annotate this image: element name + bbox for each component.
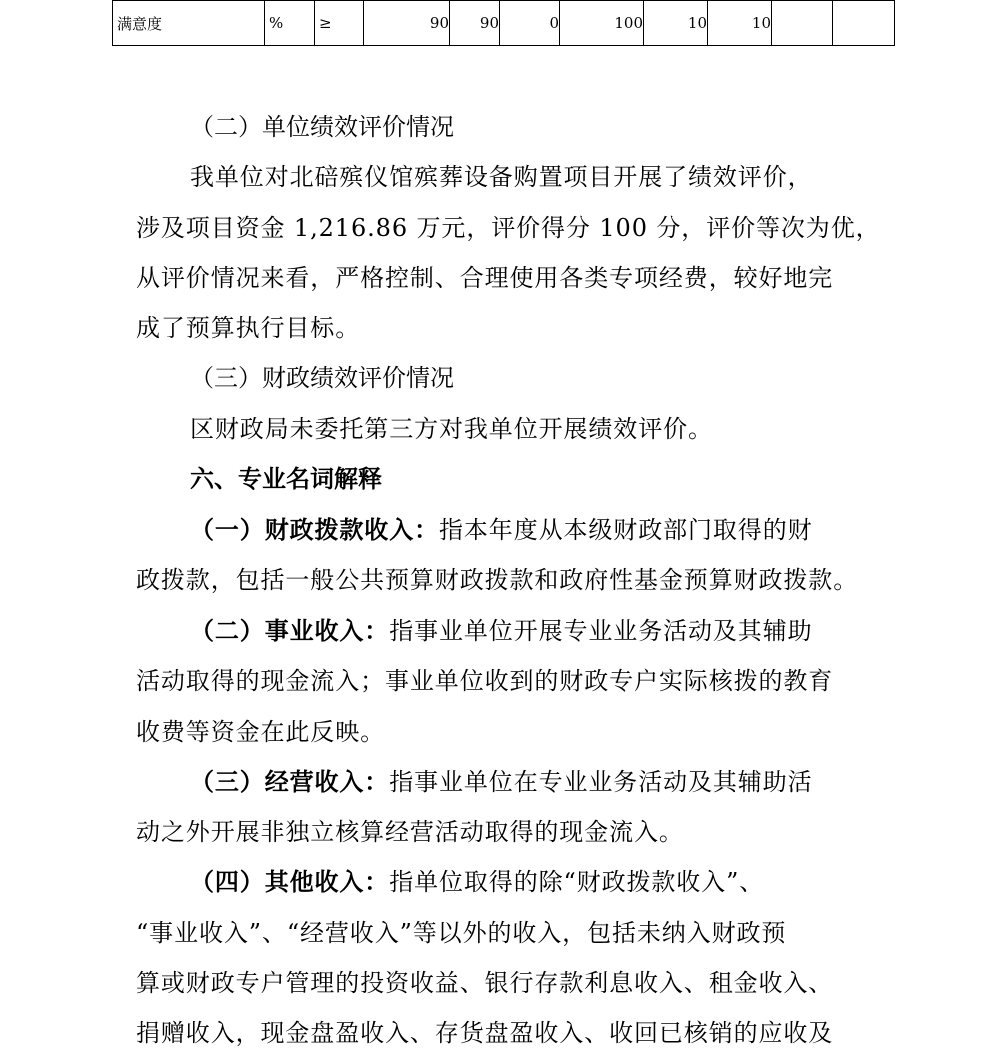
value-cell: 90 [364, 1, 450, 46]
performance-table [112, 0, 895, 46]
glossary-term: （三）经营收入： [190, 768, 390, 796]
paragraph-line: 捐赠收入，现金盘盈收入、存货盘盈收入、收回已核销的应收及 [136, 1019, 834, 1047]
paragraph-line: 收费等资金在此反映。 [136, 718, 385, 746]
glossary-item [190, 611, 1000, 651]
paragraph-line: 成了预算执行目标。 [136, 314, 361, 342]
paragraph-line: 我单位对北碚殡仪馆殡葬设备购置项目开展了绩效评价， [190, 163, 813, 191]
value-cell [833, 1, 895, 46]
value-cell: 10 [708, 1, 772, 46]
glossary-item [190, 510, 1000, 550]
indicator-cell: 满意度 [113, 1, 265, 46]
chapter-heading: 六、专业名词解释 [190, 465, 382, 493]
glossary-term: （四）其他收入： [190, 868, 390, 896]
paragraph-line: 算或财政专户管理的投资收益、银行存款利息收入、租金收入、 [136, 969, 834, 997]
value-cell: 100 [560, 1, 644, 46]
section-heading: （二）单位绩效评价情况 [190, 113, 454, 141]
table-row [113, 1, 895, 46]
section-heading: （三）财政绩效评价情况 [190, 364, 454, 392]
value-cell: 0 [500, 1, 560, 46]
glossary-text: 指事业单位开展专业业务活动及其辅助 [389, 617, 813, 645]
glossary-term: （一）财政拨款收入： [190, 516, 439, 544]
glossary-term: （二）事业收入： [190, 617, 390, 645]
glossary-item [190, 862, 1000, 902]
paragraph-line: 从评价情况来看，严格控制、合理使用各类专项经费，较好地完 [136, 264, 834, 292]
paragraph-line: 动之外开展非独立核算经营活动取得的现金流入。 [136, 818, 684, 846]
glossary-item [190, 762, 1000, 802]
paragraph-line: 活动取得的现金流入；事业单位收到的财政专户实际核拨的教育 [136, 667, 834, 695]
paragraph-line: 政拨款，包括一般公共预算财政拨款和政府性基金预算财政拨款。 [136, 566, 859, 594]
value-cell [772, 1, 833, 46]
operator-cell: ≥ [315, 1, 364, 46]
glossary-text: 指单位取得的除“财政拨款收入”、 [389, 868, 765, 896]
glossary-text: 指事业单位在专业业务活动及其辅助活 [389, 768, 813, 796]
value-cell: 10 [644, 1, 708, 46]
paragraph-line: 区财政局未委托第三方对我单位开展绩效评价。 [190, 415, 713, 443]
paragraph-line: 涉及项目资金 1,216.86 万元，评价得分 100 分，评价等次为优， [136, 214, 881, 242]
glossary-text: 指本年度从本级财政部门取得的财 [439, 516, 813, 544]
value-cell: 90 [450, 1, 500, 46]
unit-cell: % [265, 1, 315, 46]
paragraph-line: “事业收入”、“经营收入”等以外的收入，包括未纳入财政预 [136, 919, 787, 947]
